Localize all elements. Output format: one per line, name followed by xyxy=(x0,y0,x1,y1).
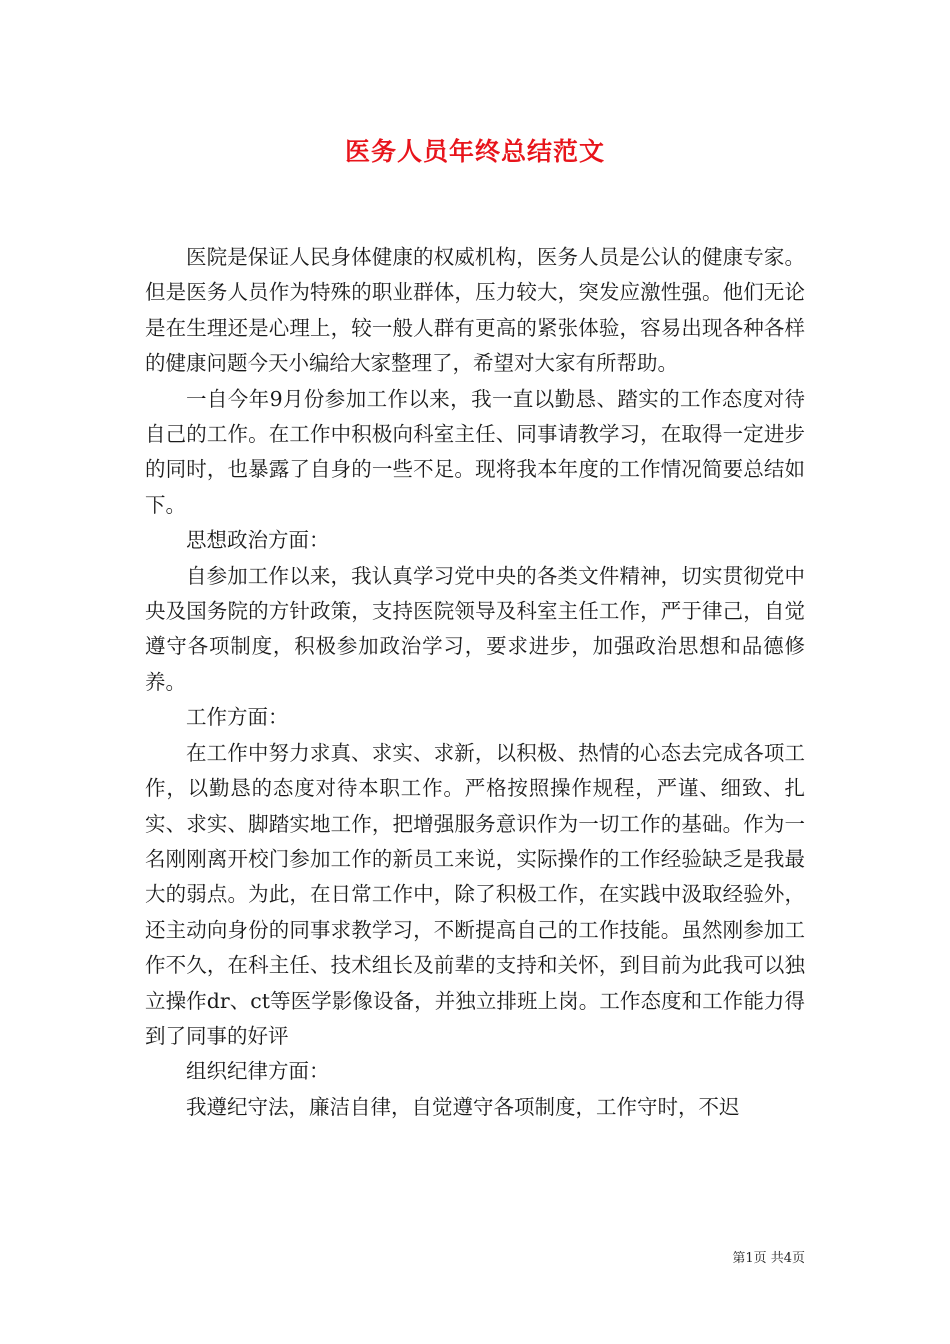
paragraph-discipline: 我遵纪守法，廉洁自律，自觉遵守各项制度，工作守时，不迟 xyxy=(186,1094,740,1119)
paragraph-political: 自参加工作以来，我认真学习党中央的各类文件精神，切实贯彻党中央及国务院的方针政策，支持医院领导及科室主任工作，严于律己，自觉遵守各项制度，积极参加政治学习，要求进步，加强政治思想和品德修养。 xyxy=(145,563,805,694)
section-heading-work: 工作方面： xyxy=(186,705,289,730)
paragraph-intro: 医院是保证人民身体健康的权威机构，医务人员是公认的健康专家。但是医务人员作为特殊的职业群体，压力较大，突发应激性强。他们无论是在生理还是心理上，较一般人群有更高的紧张体验，容易出现各种各样的健康问题今天小编给大家整理了，希望对大家有所帮助。 xyxy=(145,245,805,376)
document-body xyxy=(145,240,805,1125)
page-number-footer: 第1页 共4页 xyxy=(732,1251,805,1266)
section-heading-political: 思想政治方面： xyxy=(186,528,330,553)
paragraph-overview: 一自今年9月份参加工作以来，我一直以勤恳、踏实的工作态度对待自己的工作。在工作中积极向科室主任、同事请教学习，在取得一定进步的同时，也暴露了自身的一些不足。现将我本年度的工作情况简要总结如下。 xyxy=(145,386,805,517)
document-title: 医务人员年终总结范文 xyxy=(344,137,605,166)
section-heading-discipline: 组织纪律方面： xyxy=(186,1059,330,1084)
paragraph-work: 在工作中努力求真、求实、求新，以积极、热情的心态去完成各项工作，以勤恳的态度对待本职工作。严格按照操作规程，严谨、细致、扎实、求实、脚踏实地工作，把增强服务意识作为一切工作的基础。作为一名刚刚离开校门参加工作的新员工来说，实际操作的工作经验缺乏是我最大的弱点。为此，在日常工作中，除了积极工作，在实践中汲取经验外，还主动向身份的同事求教学习，不断提高自己的工作技能。虽然刚参加工作不久，在科主任、技术组长及前辈的支持和关怀，到目前为此我可以独立操作dr、ct等医学影像设备，并独立排班上岗。工作态度和工作能力得到了同事的好评 xyxy=(145,740,805,1048)
